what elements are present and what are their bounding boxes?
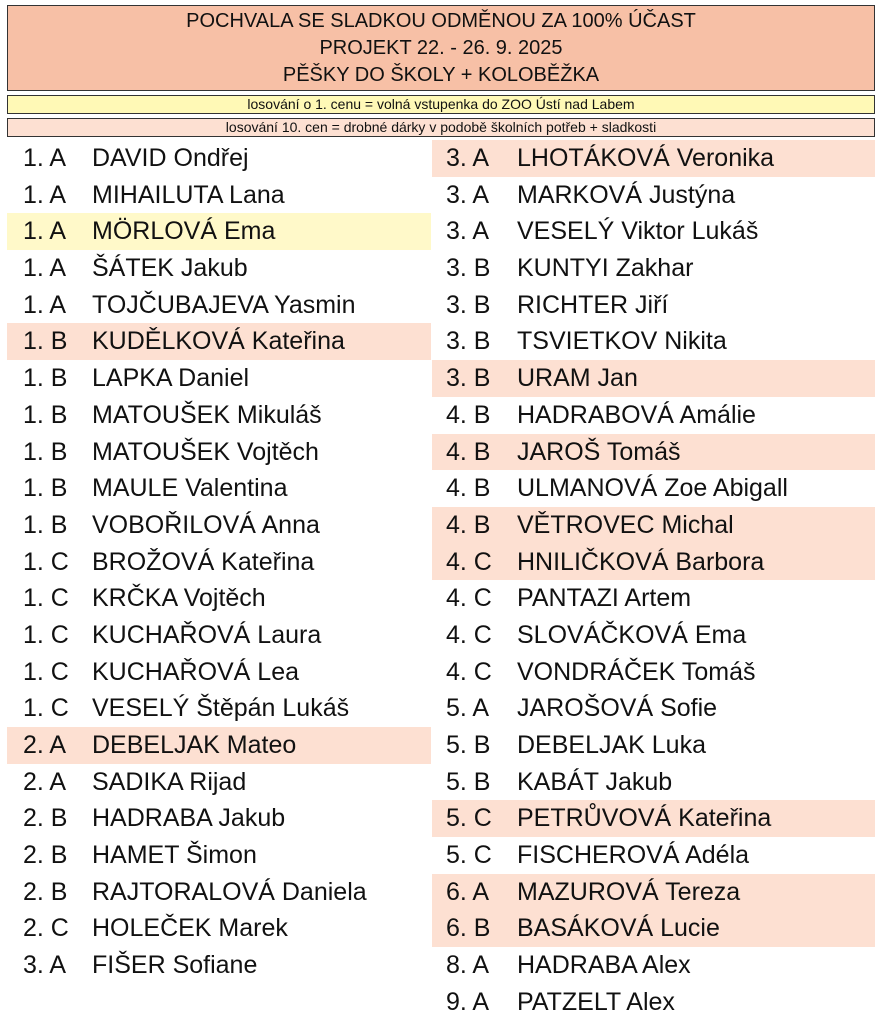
student-class: 4. C <box>446 620 492 649</box>
student-row <box>7 397 431 434</box>
student-row <box>7 250 431 287</box>
left-student-column <box>7 140 431 984</box>
student-name: ULMANOVÁ Zoe Abigall <box>517 474 788 503</box>
student-row <box>7 690 431 727</box>
student-name: LAPKA Daniel <box>92 364 250 393</box>
student-name: LHOTÁKOVÁ Veronika <box>517 144 775 172</box>
student-row <box>432 617 875 654</box>
title-header <box>7 5 875 91</box>
student-name: TSVIETKOV Nikita <box>517 327 727 356</box>
student-row <box>432 140 875 177</box>
student-name: VOBOŘILOVÁ Anna <box>92 510 320 539</box>
student-class: 2. A <box>23 731 67 759</box>
student-row <box>7 140 431 177</box>
student-class: 1. A <box>23 290 67 319</box>
student-name: HOLEČEK Marek <box>92 914 288 943</box>
student-row <box>7 580 431 617</box>
student-name: JAROŠ Tomáš <box>517 437 681 466</box>
student-name: SADIKA Rijad <box>92 767 247 796</box>
student-class: 6. B <box>446 914 491 943</box>
student-name: KUCHAŘOVÁ Laura <box>92 620 322 649</box>
student-row <box>432 434 875 471</box>
student-name: HADRABA Alex <box>517 951 691 980</box>
student-class: 1. A <box>23 144 67 172</box>
student-class: 3. A <box>446 217 490 246</box>
student-row <box>7 947 431 984</box>
student-row <box>7 323 431 360</box>
student-class: 5. C <box>446 841 492 870</box>
student-name: BROŽOVÁ Kateřina <box>92 547 315 576</box>
student-class: 1. A <box>23 254 67 283</box>
student-name: FISCHEROVÁ Adéla <box>517 841 750 870</box>
student-class: 5. C <box>446 804 492 833</box>
student-row <box>432 800 875 837</box>
student-name: KUDĚLKOVÁ Kateřina <box>92 327 345 356</box>
student-name: RICHTER Jiří <box>517 290 669 319</box>
student-name: MÖRLOVÁ Ema <box>92 217 276 246</box>
student-name: PANTAZI Artem <box>517 584 692 613</box>
student-row <box>432 544 875 581</box>
student-name: MAZUROVÁ Tereza <box>517 877 741 906</box>
student-name: PETRŮVOVÁ Kateřina <box>517 804 772 833</box>
student-class: 4. B <box>446 510 491 539</box>
student-row <box>7 617 431 654</box>
student-class: 6. A <box>446 877 490 906</box>
student-row <box>432 727 875 764</box>
student-class: 3. A <box>446 144 490 172</box>
student-name: BASÁKOVÁ Lucie <box>517 914 720 943</box>
student-class: 1. C <box>23 657 69 686</box>
student-class: 1. B <box>23 364 68 393</box>
student-class: 2. C <box>23 914 69 943</box>
student-row <box>7 727 431 764</box>
student-name: VESELÝ Štěpán Lukáš <box>92 694 350 723</box>
student-class: 2. B <box>23 877 68 906</box>
student-class: 3. B <box>446 364 491 393</box>
student-name: MIHAILUTA Lana <box>92 180 285 209</box>
student-name: RAJTORALOVÁ Daniela <box>92 877 367 906</box>
student-row <box>7 434 431 471</box>
student-class: 1. A <box>23 180 67 209</box>
student-row <box>7 800 431 837</box>
student-class: 4. B <box>446 437 491 466</box>
ten-prizes-note: losování 10. cen = drobné dárky v podobě školních potřeb + sladkosti <box>7 118 875 137</box>
student-row <box>432 360 875 397</box>
student-name: URAM Jan <box>517 364 638 393</box>
student-name: SLOVÁČKOVÁ Ema <box>517 620 747 649</box>
student-row <box>432 910 875 947</box>
student-row <box>432 177 875 214</box>
student-row <box>432 397 875 434</box>
student-name: JAROŠOVÁ Sofie <box>517 694 718 723</box>
student-name: HAMET Šimon <box>92 841 257 870</box>
student-class: 8. A <box>446 951 490 980</box>
student-row <box>7 470 431 507</box>
title-line-1: POCHVALA SE SLADKOU ODMĚNOU ZA 100% ÚČAST <box>186 9 696 32</box>
student-class: 2. A <box>23 767 67 796</box>
student-name: VONDRÁČEK Tomáš <box>517 657 756 686</box>
student-name: VESELÝ Viktor Lukáš <box>517 217 759 246</box>
student-name: KABÁT Jakub <box>517 767 673 796</box>
student-row <box>7 910 431 947</box>
student-class: 3. B <box>446 254 491 283</box>
student-row <box>7 287 431 324</box>
student-name: FIŠER Sofiane <box>92 951 258 980</box>
student-class: 4. B <box>446 400 491 429</box>
student-row <box>432 250 875 287</box>
student-class: 4. C <box>446 657 492 686</box>
student-name: TOJČUBAJEVA Yasmin <box>92 290 356 319</box>
student-name: MAULE Valentina <box>92 474 288 503</box>
student-row <box>432 874 875 911</box>
first-prize-note: losování o 1. cenu = volná vstupenka do ZOO Ústí nad Labem <box>7 95 875 114</box>
student-class: 1. C <box>23 547 69 576</box>
student-name: HADRABOVÁ Amálie <box>517 400 756 429</box>
student-name: KUNTYI Zakhar <box>517 254 694 283</box>
student-row <box>432 654 875 691</box>
student-row <box>432 947 875 984</box>
student-class: 1. B <box>23 400 68 429</box>
student-class: 1. B <box>23 474 68 503</box>
student-row <box>432 323 875 360</box>
title-line-2: PROJEKT 22. - 26. 9. 2025 <box>319 36 563 59</box>
student-row <box>432 690 875 727</box>
student-row <box>7 544 431 581</box>
student-name: DEBELJAK Luka <box>517 731 706 759</box>
student-class: 5. B <box>446 767 491 796</box>
student-name: HADRABA Jakub <box>92 804 286 833</box>
student-name: DEBELJAK Mateo <box>92 731 297 759</box>
student-name: KUCHAŘOVÁ Lea <box>92 657 300 686</box>
student-name: HNILIČKOVÁ Barbora <box>517 547 765 576</box>
student-row <box>432 580 875 617</box>
student-row <box>432 213 875 250</box>
student-row <box>7 874 431 911</box>
student-class: 4. B <box>446 474 491 503</box>
student-class: 1. C <box>23 584 69 613</box>
student-class: 2. B <box>23 841 68 870</box>
title-line-3: PĚŠKY DO ŠKOLY + KOLOBĚŽKA <box>282 63 600 86</box>
student-class: 4. C <box>446 547 492 576</box>
student-class: 5. B <box>446 731 491 759</box>
student-name: VĚTROVEC Michal <box>517 510 734 539</box>
student-class: 1. B <box>23 437 68 466</box>
student-class: 4. C <box>446 584 492 613</box>
student-row <box>7 213 431 250</box>
student-name: MATOUŠEK Mikuláš <box>92 400 322 429</box>
student-row <box>7 837 431 874</box>
student-name: MARKOVÁ Justýna <box>517 180 736 209</box>
student-row <box>7 177 431 214</box>
student-name: ŠÁTEK Jakub <box>92 254 248 283</box>
student-class: 3. A <box>446 180 490 209</box>
student-class: 5. A <box>446 694 490 723</box>
student-name: KRČKA Vojtěch <box>92 584 266 613</box>
student-row <box>7 360 431 397</box>
right-student-column <box>432 140 875 1021</box>
student-class: 1. A <box>23 217 67 246</box>
student-row <box>432 287 875 324</box>
student-name: PATZELT Alex <box>517 987 675 1016</box>
student-row <box>432 837 875 874</box>
student-class: 9. A <box>446 987 490 1016</box>
student-class: 3. A <box>23 951 67 980</box>
student-class: 1. C <box>23 694 69 723</box>
student-row <box>432 764 875 801</box>
student-row <box>432 507 875 544</box>
student-class: 3. B <box>446 327 491 356</box>
student-row <box>432 470 875 507</box>
student-name: MATOUŠEK Vojtěch <box>92 437 319 466</box>
student-row <box>7 507 431 544</box>
student-row <box>7 654 431 691</box>
student-class: 2. B <box>23 804 68 833</box>
student-name: DAVID Ondřej <box>92 144 249 172</box>
student-row <box>7 764 431 801</box>
student-row <box>432 984 875 1021</box>
student-class: 3. B <box>446 290 491 319</box>
student-class: 1. B <box>23 327 68 356</box>
student-class: 1. C <box>23 620 69 649</box>
student-class: 1. B <box>23 510 68 539</box>
